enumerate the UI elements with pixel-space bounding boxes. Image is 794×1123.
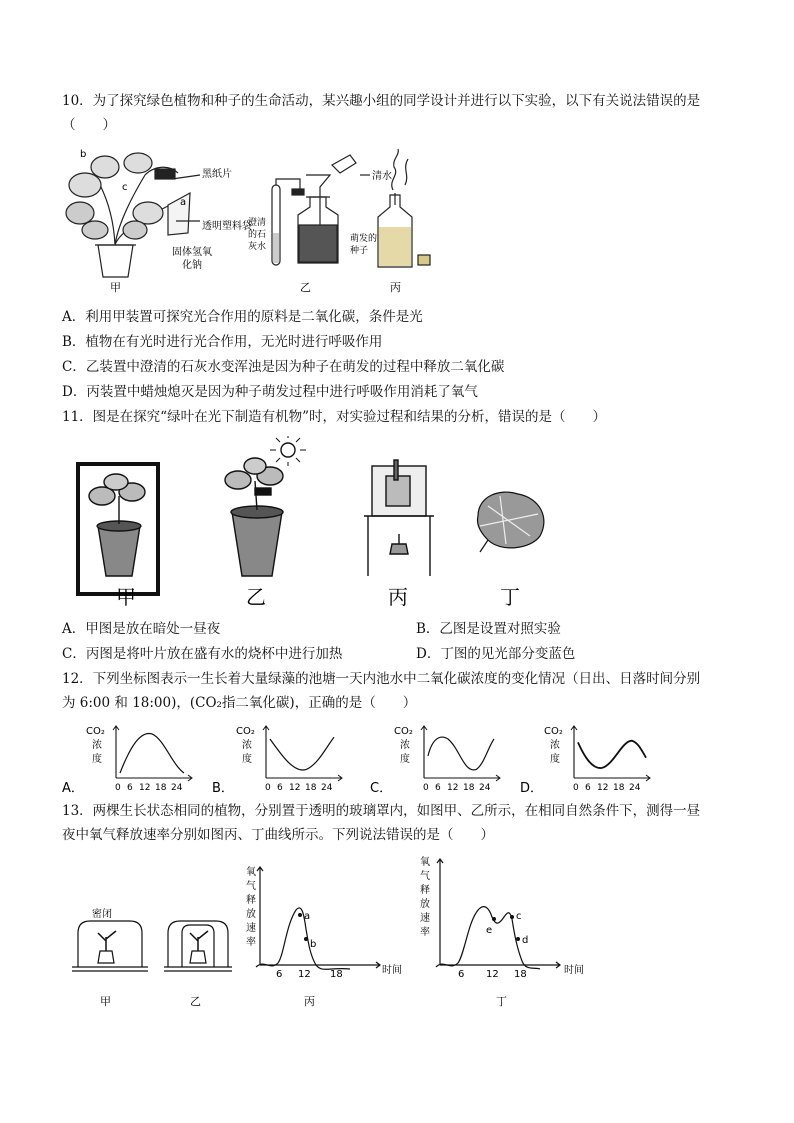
q11-fig-jia: 甲: [116, 585, 136, 609]
q13-ding-ylabel-4: 速: [420, 913, 430, 924]
q11-fig-ding: 丁: [500, 585, 520, 609]
q12-ylabel-du: 度: [242, 754, 252, 765]
q12-ylabel-co2: CO₂: [86, 726, 105, 737]
q12-graph-b: [212, 726, 342, 796]
q13-bing-ylabel-0: 氧: [246, 867, 256, 878]
q10-label-water: 清水: [372, 171, 392, 182]
q13-ding-ylabel-1: 气: [420, 871, 430, 882]
q12-choice-label: A．: [62, 781, 84, 796]
q12-xtick: 0: [115, 783, 121, 793]
q13-bing-ylabel-2: 释: [246, 895, 256, 906]
q10-label-lime-1: 澄清: [248, 218, 267, 228]
q13-bing-ylabel-3: 放: [246, 909, 256, 920]
q10-label-lime-2: 的石: [248, 230, 267, 240]
q12-choice-label: B．: [212, 781, 234, 796]
q13-bing-xlabel: 时间: [382, 965, 402, 976]
q12-xtick: 24: [479, 783, 491, 793]
q12-xtick: 12: [139, 783, 151, 793]
q12-xtick: 24: [629, 783, 641, 793]
q13-ding-tick-18: 18: [514, 969, 527, 980]
q13-point-c: [510, 915, 514, 919]
q12-graph-d: [520, 726, 650, 796]
q10-option-d: D．丙装置中蜡烛熄灭是因为种子萌发过程中进行呼吸作用消耗了氧气: [62, 384, 478, 400]
q12-xtick: 12: [447, 783, 459, 793]
q12-curve: [428, 737, 494, 770]
q13-bing-tick-18: 18: [330, 969, 343, 980]
q12-ylabel-nong: 浓: [400, 740, 410, 751]
q13-bing-ylabel-1: 气: [246, 881, 256, 892]
q11-option-c: C．丙图是将叶片放在盛有水的烧杯中进行加热: [62, 646, 343, 662]
q13-bing-tick-6: 6: [276, 969, 283, 980]
q12-xtick: 12: [597, 783, 609, 793]
q10-label-seeds-2: 种子: [350, 246, 369, 256]
q13-figure: [60, 855, 620, 1015]
q10-fig-jia: 甲: [110, 281, 121, 294]
q12-curve: [120, 733, 184, 773]
q10-option-c: C．乙装置中澄清的石灰水变浑浊是因为种子在萌发的过程中释放二氧化碳: [62, 359, 505, 375]
q13-bing-tick-12: 12: [298, 969, 311, 980]
q12-xtick: 6: [127, 783, 133, 793]
q12-xtick: 18: [305, 783, 317, 793]
q13-ding-ylabel-2: 释: [420, 885, 430, 896]
q10-label-c: c: [122, 182, 128, 193]
q13-ding-xlabel: 时间: [564, 965, 584, 976]
q12-xtick: 0: [265, 783, 271, 793]
q12-graph-c: [370, 726, 500, 796]
q10-label-naoh-2: 化钠: [182, 260, 202, 271]
q12-xtick: 18: [613, 783, 625, 793]
q13-label-c: c: [516, 911, 522, 922]
q10-label-black-paper: 黑纸片: [202, 169, 232, 180]
q13-point-b: [304, 937, 308, 941]
q11-option-d: D．丁图的见光部分变蓝色: [416, 646, 576, 662]
q12-graph-set: [60, 722, 660, 797]
q12-xtick: 6: [585, 783, 591, 793]
q12-curve: [270, 737, 334, 770]
q13-illustration: [60, 855, 620, 1015]
q12-ylabel-du: 度: [550, 754, 560, 765]
q12-stem-line2: 为 6:00 和 18:00)，(CO₂指二氧化碳)，正确的是（ ）: [62, 695, 417, 711]
q13-fig-yi: 乙: [190, 995, 201, 1008]
q13-fig-ding: 丁: [496, 995, 507, 1008]
q11-fig-yi: 乙: [246, 585, 266, 609]
q13-ding-ylabel-3: 放: [420, 899, 430, 910]
q10-label-naoh-1: 固体氢氧: [172, 247, 212, 258]
q11-option-a: A．甲图是放在暗处一昼夜: [62, 621, 221, 637]
q13-label-d: d: [522, 935, 529, 946]
q11-option-b: B．乙图是设置对照实验: [416, 621, 561, 637]
q10-label-seeds-1: 萌发的: [350, 234, 378, 244]
q13-ding-ylabel-5: 率: [420, 927, 430, 938]
q11-fig-bing: 丙: [388, 585, 408, 609]
q11-stem: 11．图是在探究“绿叶在光下制造有机物”时，对实验过程和结果的分析，错误的是（ ）: [62, 409, 606, 425]
q12-graphs: [60, 722, 660, 797]
q12-choice-label: C．: [370, 781, 393, 796]
q12-xtick: 0: [423, 783, 429, 793]
q10-figure: [60, 145, 440, 295]
q13-point-a: [298, 913, 302, 917]
q12-xtick: 12: [289, 783, 301, 793]
q12-xtick: 24: [321, 783, 333, 793]
q13-label-a: a: [304, 911, 311, 922]
q12-ylabel-du: 度: [400, 754, 410, 765]
q12-xtick: 6: [435, 783, 441, 793]
q11-figure: [60, 436, 560, 611]
q10-fig-bing: 丙: [390, 281, 401, 294]
q13-point-d: [516, 937, 520, 941]
q12-ylabel-nong: 浓: [550, 740, 560, 751]
q12-xtick: 0: [573, 783, 579, 793]
q12-ylabel-co2: CO₂: [394, 726, 413, 737]
q13-bing-ylabel-4: 速: [246, 923, 256, 934]
q12-graph-a: [62, 726, 192, 796]
q13-point-e: [492, 917, 496, 921]
q10-label-lime-3: 灰水: [248, 242, 267, 252]
q12-choice-label: D．: [520, 781, 544, 796]
q10-fig-yi: 乙: [300, 281, 311, 294]
q11-experiment-illustration: [60, 436, 560, 611]
q12-xtick: 24: [171, 783, 183, 793]
q10-label-b: b: [80, 149, 87, 160]
q13-label-e: e: [486, 925, 493, 936]
q10-stem-line1: 10．为了探究绿色植物和种子的生命活动，某兴趣小组的同学设计并进行以下实验，以下有关说法错误的是: [62, 93, 701, 109]
q12-ylabel-co2: CO₂: [544, 726, 563, 737]
q13-bing-ylabel-5: 率: [246, 937, 256, 948]
q10-stem-line2: （ ）: [62, 117, 116, 133]
q12-ylabel-co2: CO₂: [236, 726, 255, 737]
q10-apparatus-illustration: [60, 145, 440, 295]
q12-ylabel-nong: 浓: [92, 740, 102, 751]
q12-ylabel-du: 度: [92, 754, 102, 765]
q12-xtick: 18: [463, 783, 475, 793]
q13-ding-ylabel-0: 氧: [420, 857, 430, 868]
q13-stem-line2: 夜中氧气释放速率分别如图丙、丁曲线所示。下列说法错误的是（ ）: [62, 827, 494, 843]
q10-label-a: a: [180, 197, 187, 208]
q13-stem-line1: 13．两棵生长状态相同的植物，分别置于透明的玻璃罩内，如图甲、乙所示，在相同自然条件下，测得一昼: [62, 803, 701, 819]
q10-option-a: A．利用甲装置可探究光合作用的原料是二氧化碳，条件是光: [62, 309, 423, 325]
q13-fig-jia: 甲: [100, 995, 111, 1008]
q13-ding-tick-6: 6: [458, 969, 465, 980]
q10-label-plastic-bag: 透明塑料袋: [202, 221, 252, 232]
q13-fig-bing: 丙: [304, 995, 315, 1008]
q12-ylabel-nong: 浓: [242, 740, 252, 751]
q12-stem-line1: 12．下列坐标图表示一生长着大量绿藻的池塘一天内池水中二氧化碳浓度的变化情况（日出、日落时间分别: [62, 671, 701, 687]
q13-ding-tick-12: 12: [486, 969, 499, 980]
q12-xtick: 18: [155, 783, 167, 793]
q13-label-b: b: [310, 939, 317, 950]
q12-xtick: 6: [277, 783, 283, 793]
q12-curve: [578, 741, 646, 768]
q13-label-sealed: 密闭: [92, 909, 112, 920]
q10-option-b: B．植物在有光时进行光合作用，无光时进行呼吸作用: [62, 334, 383, 350]
